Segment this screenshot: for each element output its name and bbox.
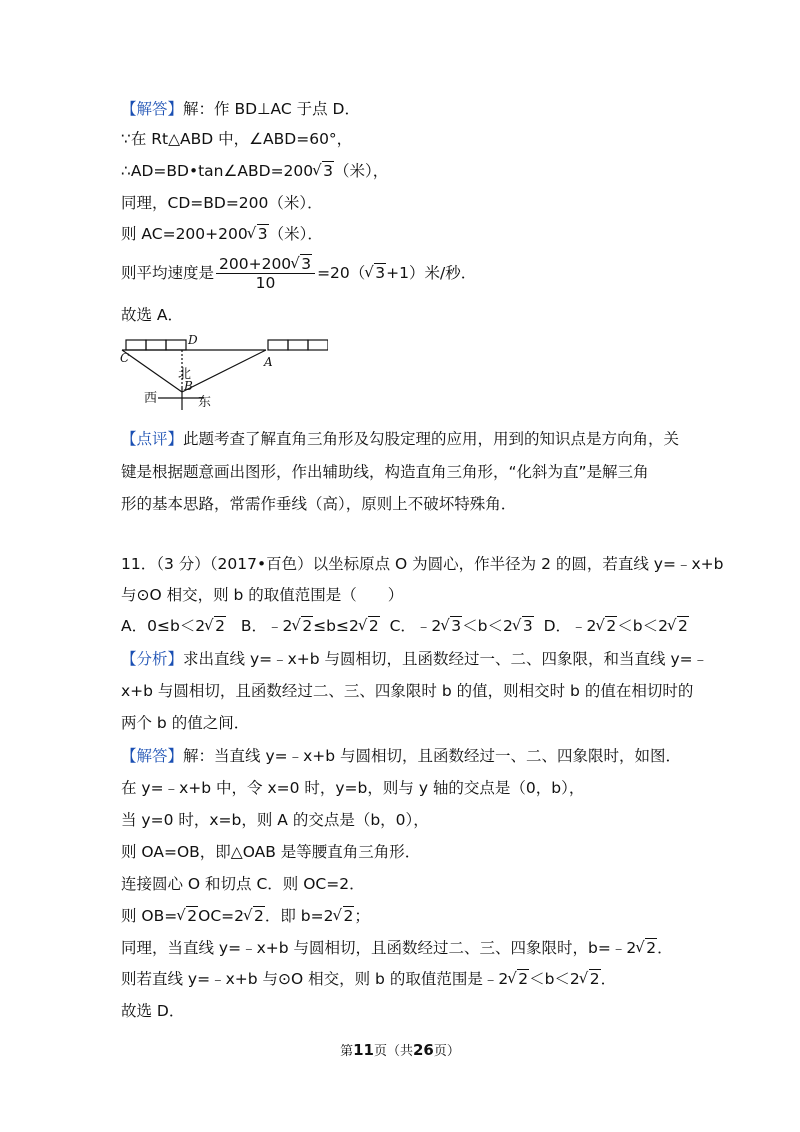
question-11-line-1: 11．（3 分）（2017•百色）以坐标原点 O 为圆心，作半径为 2 的圆，若直线 y=﹣x+b [121,555,724,573]
comment-line-1: 【点评】此题考查了解直角三角形及勾股定理的应用，用到的知识点是方向角，关 [121,430,680,448]
comment-line-2: 键是根据题意画出图形，作出辅助线，构造直角三角形，“化斜为直”是解三角 [121,463,649,481]
solution2-line-6: 则 OB=√ 2OC=2√ 2．即 b=2√ 2； [121,905,370,927]
analysis-line-3: 两个 b 的值之间． [121,714,250,732]
comment-line-3: 形的基本思路，常需作垂线（高），原则上不破坏特殊角． [121,495,517,513]
fraction: $\frac{200+200√ 3}{10}$ [216,255,315,292]
comment-tag: 【点评】 [121,430,184,448]
question-11-line-2: 与⊙O 相交，则 b 的取值范围是（ ） [121,586,404,604]
solution2-line-5: 连接圆心 O 和切点 C．则 OC=2． [121,875,365,893]
solution-line-2: ∵在 Rt△ABD 中，∠ABD=60°， [121,130,353,148]
bar-right-2 [288,340,308,350]
bar-left-1 [126,340,146,350]
solution2-line-7: 同理，当直线 y=﹣x+b 与圆相切，且函数经过二、三、四象限时，b=﹣2√ 2． [121,937,673,959]
option-b: B．﹣2√ 2≤b≤2√ 2 [241,617,380,635]
label-a: A [264,355,273,369]
option-d: D．﹣2√ 2＜b＜2√ 2 [544,617,689,635]
option-c: C．﹣2√ 3＜b＜2√ 3 [390,617,534,635]
analysis-line-1: 【分析】求出直线 y=﹣x+b 与圆相切，且函数经过一、二、四象限，和当直线 y=﹣ [121,650,709,668]
solution-line-4: 同理，CD=BD=200（米）． [121,194,323,212]
page-footer: 第11页（共26页） [340,1041,460,1059]
analysis-line-2: x+b 与圆相切，且函数经过二、三、四象限时 b 的值，则相交时 b 的值在相切时的 [121,682,694,700]
solution-line-7: 故选 A． [121,306,184,324]
sqrt: √ 3 [314,160,334,182]
bar-left-2 [146,340,166,350]
sqrt: √ 3 [366,262,386,284]
solution-line-3: ∴AD=BD•tan∠ABD=200√ 3（米）， [121,160,388,182]
answer-tag-2: 【解答】 [121,747,184,765]
bar-right-3 [308,340,328,350]
solution-line-6: 则平均速度是 $\frac{200+200√ 3}{10}$ =20（√ 3+1）米/秒． [121,255,476,292]
bar-left-3 [166,340,186,350]
solution2-line-4: 则 OA=OB，即△OAB 是等腰直角三角形． [121,843,421,861]
solution2-line-1: 【解答】解：当直线 y=﹣x+b 与圆相切，且函数经过一、二、四象限时，如图． [121,747,682,765]
solution2-line-2: 在 y=﹣x+b 中，令 x=0 时，y=b，则与 y 轴的交点是（0，b）， [121,779,585,797]
answer-tag: 【解答】 [121,100,184,118]
line-ab [182,350,266,392]
solution2-line-3: 当 y=0 时，x=b，则 A 的交点是（b，0）， [121,811,429,829]
sqrt: √ 3 [249,223,269,245]
solution-line-1: 【解答】解：作 BD⊥AC 于点 D． [121,100,360,118]
analysis-tag: 【分析】 [121,650,184,668]
direction-diagram [118,330,328,415]
page-total: 26 [413,1041,434,1059]
solution2-line-8: 则若直线 y=﹣x+b 与⊙O 相交，则 b 的取值范围是﹣2√ 2＜b＜2√ 2． [121,968,616,990]
page-number: 11 [353,1041,374,1059]
line-cb [122,350,182,392]
label-d: D [188,333,198,347]
label-north: 北 [178,367,192,382]
bar-right-1 [268,340,288,350]
solution2-line-9: 故选 D． [121,1002,185,1020]
question-11-options [121,615,689,637]
option-a: A．0≤b＜2√ 2 [121,617,226,635]
solution-line-5: 则 AC=200+200√ 3（米）． [121,223,323,245]
label-west: 西 [144,391,158,406]
label-b: B [184,379,193,393]
label-c: C [120,351,130,365]
label-east: 东 [198,395,212,410]
